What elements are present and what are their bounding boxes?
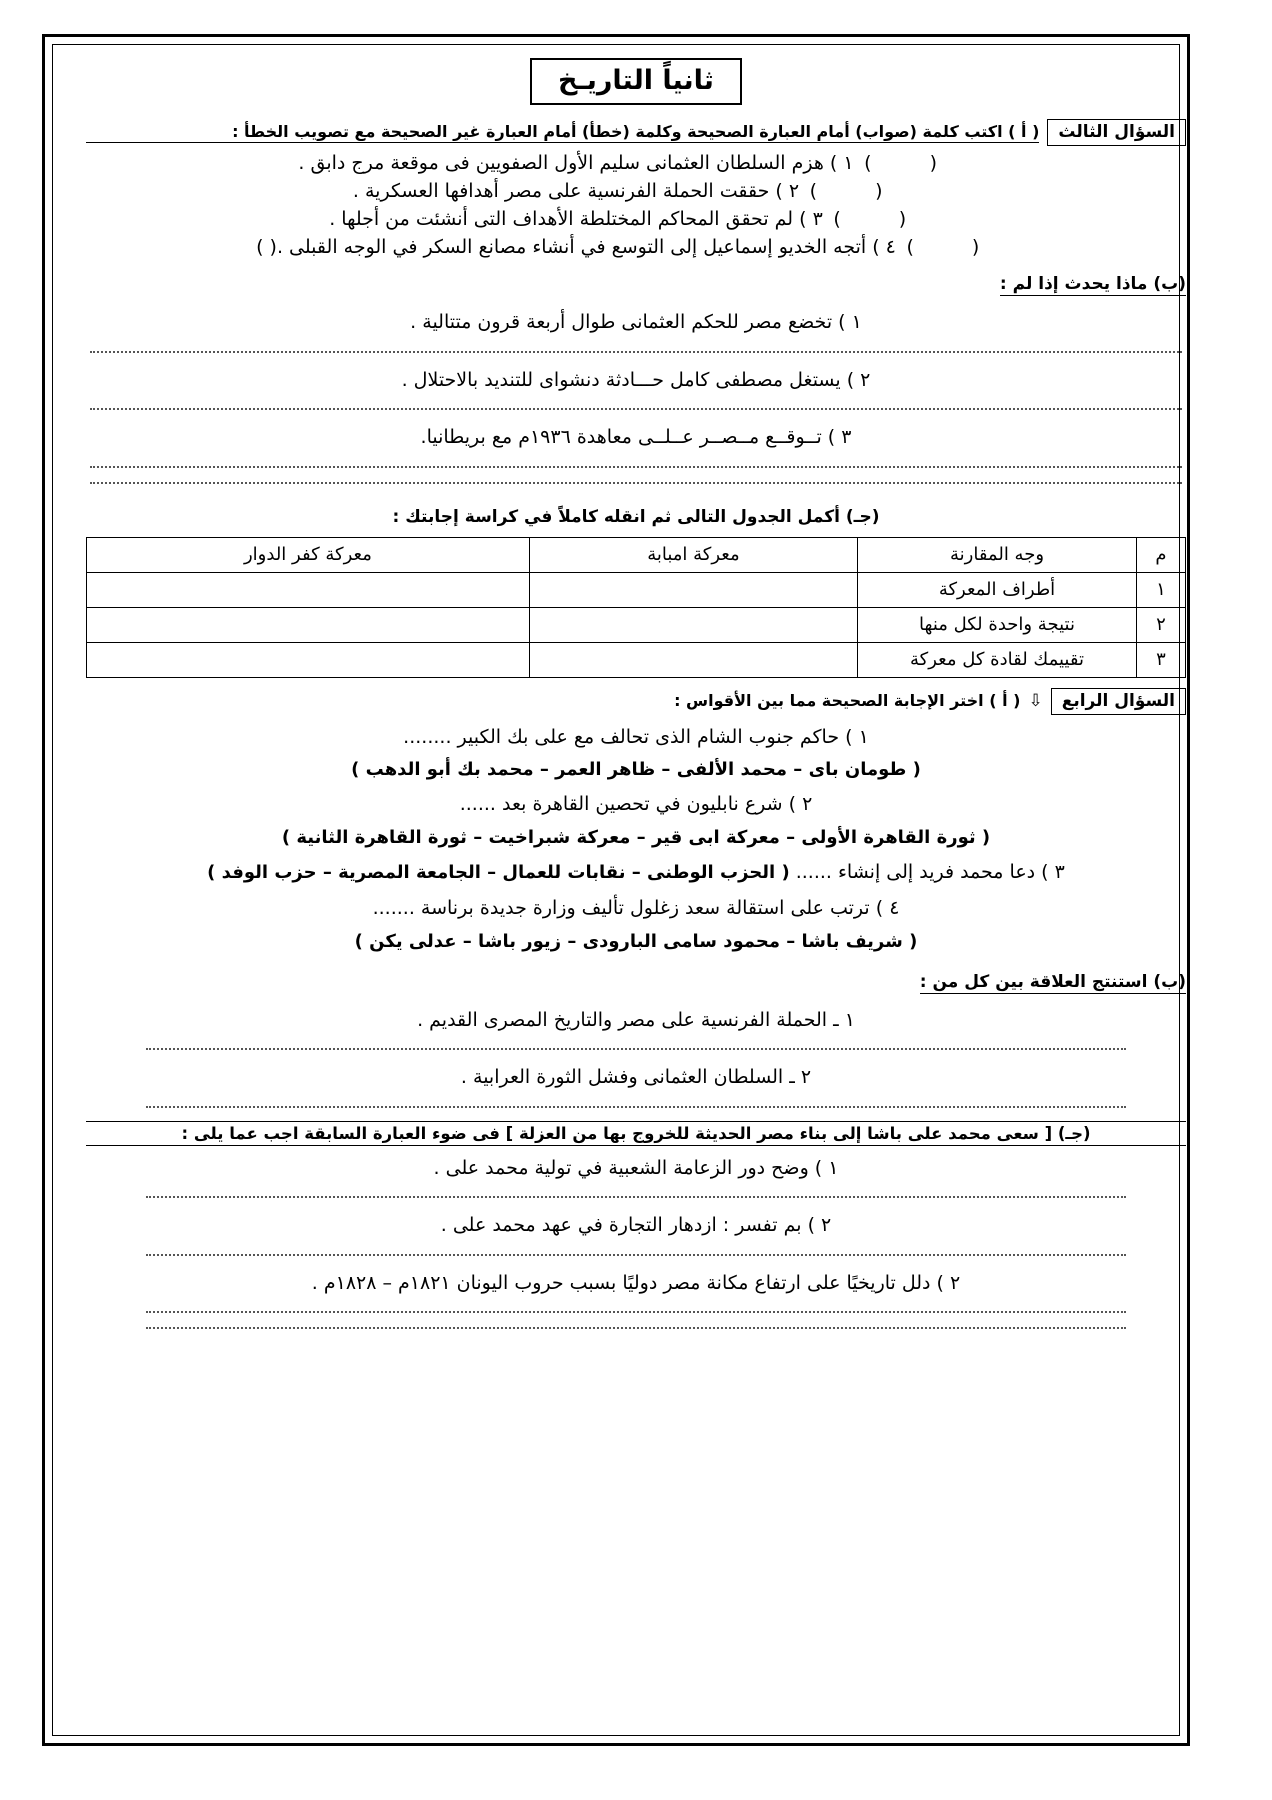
tf-answer-blank[interactable]: ( )	[864, 152, 964, 174]
mcq-stem: ٤ ) ترتب على استقالة سعد زغلول تأليف وزارة جديدة برناسة .......	[372, 897, 900, 919]
tf-item-text: ٤ ) أتجه الخديو إسماعيل إلى التوسع في أنشاء مصانع السكر في الوجه القبلى .( )	[256, 236, 896, 258]
mcq-stem: ٢ ) شرع نابليون في تحصين القاهرة بعد ......	[459, 793, 813, 815]
mcq-stem-with-options	[86, 858, 1186, 887]
question-3-part-b-row	[86, 264, 1186, 300]
cell-imbaba[interactable]	[529, 607, 857, 642]
answer-line[interactable]	[90, 350, 1182, 353]
cell-index: ٣	[1137, 642, 1186, 677]
question-3-tag: السؤال الثالث	[1047, 119, 1186, 146]
question-3-part-c-row	[86, 497, 1186, 531]
question-3-part-b-instruction: (ب) ماذا يحدث إذا لم :	[999, 274, 1186, 294]
answer-line[interactable]	[146, 1253, 1126, 1256]
col-header-imbaba: معركة امبابة	[529, 537, 857, 572]
cell-index: ١	[1137, 572, 1186, 607]
part-c-item: ١ ) وضح دور الزعامة الشعبية في تولية محمد على .	[433, 1156, 839, 1179]
tf-item-text: ١ ) هزم السلطان العثمانى سليم الأول الصفويين فى موقعة مرج دابق .	[298, 152, 854, 174]
tf-answer-blank[interactable]: ( )	[833, 208, 933, 230]
cell-imbaba[interactable]	[529, 572, 857, 607]
col-header-aspect: وجه المقارنة	[858, 537, 1137, 572]
col-header-kafr-el-dawar: معركة كفر الدوار	[87, 537, 530, 572]
title-row	[86, 58, 1186, 105]
cell-kafr-el-dawar[interactable]	[87, 642, 530, 677]
comparison-table-body	[87, 572, 1186, 677]
part-b-item: ٣ ) تــوقــع مــصــر عــلــى معاهدة ١٩٣٦م مع بريطانيا.	[420, 426, 852, 448]
part-c-item: ٢ ) بم تفسر : ازدهار التجارة في عهد محمد على .	[440, 1214, 832, 1236]
part-b-item: ٢ ـ السلطان العثمانى وفشل الثورة العرابية .	[460, 1066, 812, 1088]
mcq-options[interactable]: ( الحزب الوطنى – نقابات للعمال – الجامعة المصرية – حزب الوفد )	[207, 861, 790, 883]
mcq-options[interactable]: ( ثورة القاهرة الأولى – معركة ابى قير – معركة شبراخيت – ثورة القاهرة الثانية )	[281, 826, 991, 848]
question-4-part-b-instruction: (ب) استنتج العلاقة بين كل من :	[919, 971, 1186, 992]
tf-item	[86, 236, 1186, 258]
down-arrow-icon: ⇩	[1028, 691, 1043, 711]
cell-imbaba[interactable]	[529, 642, 857, 677]
cell-aspect: تقييمك لقادة كل معركة	[858, 642, 1137, 677]
part-c-item: ٢ ) دلل تاريخيًا على ارتفاع مكانة مصر دوليًا بسبب حروب اليونان ١٨٢١م – ١٨٢٨م .	[311, 1271, 961, 1294]
mcq-stem: ١ ) حاكم جنوب الشام الذى تحالف مع على بك الكبير ........	[403, 725, 869, 748]
mcq-stem: ٣ ) دعا محمد فريد إلى إنشاء ......	[795, 860, 1065, 883]
table-row	[87, 607, 1186, 642]
cell-index: ٢	[1137, 607, 1186, 642]
tf-item-text: ٣ ) لم تحقق المحاكم المختلطة الأهداف التى أنشئت من أجلها .	[329, 208, 823, 230]
cell-kafr-el-dawar[interactable]	[87, 572, 530, 607]
table-row	[87, 642, 1186, 677]
tf-answer-blank[interactable]: ( )	[906, 236, 1006, 258]
answer-line[interactable]	[146, 1047, 1126, 1050]
answer-line[interactable]	[146, 1326, 1126, 1329]
page-title: ثانياً التاريـخ	[530, 58, 742, 105]
table-row	[87, 572, 1186, 607]
answer-line[interactable]	[90, 465, 1182, 468]
tf-answer-blank[interactable]: ( )	[809, 180, 909, 202]
question-4-tag: السؤال الرابع	[1051, 688, 1186, 715]
mcq-options[interactable]: ( شريف باشا – محمود سامى البارودى – زيور باشا – عدلى يكن )	[354, 930, 918, 952]
answer-line[interactable]	[146, 1105, 1126, 1108]
question-3-part-a-instruction: ( أ ) اكتب كلمة (صواب) أمام العبارة الصحيحة وكلمة (خطأ) أمام العبارة غير الصحيحة مع تصويب الخطأ :	[86, 122, 1039, 143]
question-4-part-c-instruction: (جـ) [ سعى محمد على باشا إلى بناء مصر الحديثة للخروج بها من العزلة ] فى ضوء العبارة السابقة اجب عما يلى :	[86, 1121, 1186, 1146]
tf-item	[86, 208, 1186, 230]
table-header-row	[87, 537, 1186, 572]
answer-line[interactable]	[146, 1310, 1126, 1313]
question-4-part-b-row	[86, 962, 1186, 998]
cell-aspect: نتيجة واحدة لكل منها	[858, 607, 1137, 642]
answer-line[interactable]	[90, 407, 1182, 410]
tf-item	[86, 152, 1186, 174]
answer-line[interactable]	[90, 481, 1182, 484]
part-b-item: ٢ ) يستغل مصطفى كامل حـــادثة دنشواى للتنديد بالاحتلال .	[401, 368, 871, 391]
part-b-item: ١ ) تخضع مصر للحكم العثمانى طوال أربعة قرون متتالية .	[410, 311, 862, 333]
col-header-index: م	[1137, 537, 1186, 572]
question-4-header	[86, 688, 1186, 715]
tf-item	[86, 180, 1186, 202]
question-4-part-a-instruction: ( أ ) اختر الإجابة الصحيحة مما بين الأقواس :	[674, 691, 1021, 710]
comparison-table	[86, 537, 1186, 678]
answer-line[interactable]	[146, 1195, 1126, 1198]
page-content	[40, 30, 1232, 1352]
comparison-table-head	[87, 537, 1186, 572]
tf-item-text: ٢ ) حققت الحملة الفرنسية على مصر أهدافها العسكرية .	[352, 180, 800, 202]
part-b-item: ١ ـ الحملة الفرنسية على مصر والتاريخ المصرى القديم .	[417, 1008, 855, 1031]
question-3-header	[86, 119, 1186, 146]
cell-kafr-el-dawar[interactable]	[87, 607, 530, 642]
question-3-part-c-instruction: (جـ) أكمل الجدول التالى ثم انقله كاملاً في كراسة إجابتك :	[392, 506, 880, 527]
mcq-options[interactable]: ( طومان باى – محمد الألفى – ظاهر العمر – محمد بك أبو الدهب )	[351, 759, 921, 780]
cell-aspect: أطراف المعركة	[858, 572, 1137, 607]
